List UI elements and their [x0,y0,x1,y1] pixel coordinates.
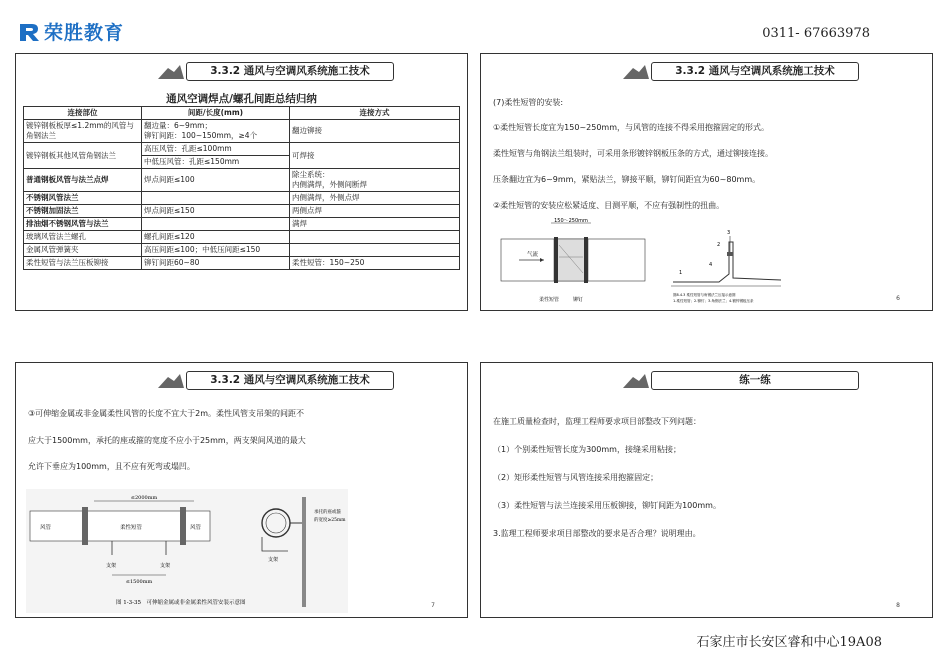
flexible-duct-label: 柔性短管 [539,297,560,303]
cell-spacing [142,192,290,205]
slide-title-bar [16,62,467,84]
cell-method: 满焊 [290,218,460,231]
address: 石家庄市长安区睿和中心19A08 [696,635,882,650]
table-title: 通风空调焊点/螺孔间距总结归纳 [166,93,317,105]
dimension-top: ≤2000mm [130,495,158,501]
figure-caption: 图 1-3-35 可伸缩金属或非金属柔性风管安装示意图 [116,600,246,606]
slide-title: 3.3.2 通风与空调风系统施工技术 [186,371,394,390]
cell-spacing: 中低压风管：孔距≤150mm [142,156,290,169]
table-row [24,218,460,231]
cell-method: 两侧点焊 [290,205,460,218]
text-line: 柔性短管与角钢法兰组装时，可采用条形镀锌钢板压条的方式，通过铆接连接。 [493,149,773,158]
table-row [24,169,460,192]
figure-caption: 图8.4.3 柔性短管与角钢法兰压接示意图 [673,293,736,297]
cell-spacing: 焊点间距≤150 [142,205,290,218]
slide-title: 3.3.2 通风与空调风系统施工技术 [651,62,859,81]
text-line: 压条翻边宜为6~9mm，紧贴法兰，铆接平顺，铆钉间距宜为60~80mm。 [493,175,761,184]
dimension-label: 150～250mm [554,218,588,224]
phone-number: 0311- 67663978 [762,26,870,41]
text-line: 允许下垂应为100mm，且不应有死弯或塌凹。 [28,462,195,471]
column-header: 连接方式 [290,107,460,120]
slide-title: 练一练 [651,371,859,390]
text-line: 3.监理工程师要求项目部整改的要求是否合理？说明理由。 [493,529,701,538]
text-line: 在施工质量检查时，监理工程师要求项目部整改下列问题： [493,417,701,426]
cell-part: 不锈钢风管法兰 [24,192,142,205]
text-line: 应大于1500mm，承托的座或箍的宽度不应小于25mm，两支架间风道的最大 [28,436,306,445]
table-row [24,205,460,218]
cell-method: 内侧满焊，外侧点焊 [290,192,460,205]
flange-rivet-figure [669,222,787,304]
table-row [24,143,460,156]
slide-3 [15,362,468,618]
logo-icon [18,21,40,43]
cell-spacing: 螺孔间距≤120 [142,231,290,244]
slide-2 [480,53,933,311]
cell-part: 镀锌钢板其他风管角钢法兰 [24,143,142,169]
cloud-icon [621,62,651,82]
cell-part: 金属风管弹簧夹 [24,244,142,257]
cloud-icon [156,62,186,82]
cell-spacing: 铆钉间距60~80 [142,257,290,270]
rivet-label: 铆钉 [573,297,584,303]
band-label: 承托的座或箍 [314,510,341,515]
cell-part: 不锈钢加固法兰 [24,205,142,218]
cell-method [290,244,460,257]
cell-part: 玻璃风管法兰螺孔 [24,231,142,244]
slide-title-bar [481,62,932,84]
svg-text:2: 2 [717,242,721,248]
text-line: ②柔性短管的安装应松紧适度、目测平顺，不应有强制性的扭曲。 [493,201,725,210]
svg-text:3: 3 [727,230,731,236]
svg-text:1: 1 [679,270,683,276]
airflow-label: 气流 [527,252,539,258]
cell-spacing: 翻边量：6~9mm； 铆钉间距：100~150mm，≥4个 [142,120,290,143]
flexible-duct-figure [499,217,647,307]
cell-spacing: 高压间距≤100；中低压间距≤150 [142,244,290,257]
cell-part: 普通钢板风管与法兰点焊 [24,169,142,192]
text-line: ①柔性短管长度宜为150~250mm，与风管的连接不得采用抱箍固定的形式。 [493,123,769,132]
cell-method: 可焊接 [290,143,460,169]
support-label: 支架 [106,563,117,569]
table-row [24,257,460,270]
cell-part: 镀锌钢板板厚≤1.2mm的风管与角钢法兰 [24,120,142,143]
support-label: 支架 [160,563,171,569]
flexible-duct-support-figure [26,489,348,613]
text-line: （2）矩形柔性短管与风管连接采用抱箍固定； [493,473,659,482]
column-header: 间距/长度(mm) [142,107,290,120]
cell-spacing: 高压风管：孔距≤100mm [142,143,290,156]
duct-label-left: 风管 [40,525,52,531]
text-line: (7)柔性短管的安装: [493,98,564,107]
column-header: 连接部位 [24,107,142,120]
slide-title-bar [16,371,467,393]
dimension-bottom: ≤1500mm [125,579,153,585]
table-row [24,244,460,257]
page-number: 7 [431,602,435,609]
cell-method: 柔性短管：150~250 [290,257,460,270]
support-label: 支架 [268,557,279,563]
table-row [24,231,460,244]
page-number: 6 [896,295,900,302]
page-number: 8 [896,602,900,609]
cloud-icon [156,371,186,391]
svg-text:4: 4 [709,262,713,268]
slide-1 [15,53,468,311]
slide-4 [480,362,933,618]
cloud-icon [621,371,651,391]
text-line: ③可伸缩金属或非金属柔性风管的长度不宜大于2m。柔性风管支吊架的间距不 [28,409,305,418]
slide-title-bar [481,371,932,393]
spacing-table [23,106,460,270]
table-row [24,120,460,143]
cell-part: 柔性短管与法兰压板铆接 [24,257,142,270]
duct-label-right: 风管 [190,525,202,531]
cell-method [290,231,460,244]
figure-legend: 1-柔性短管；2-铆钉；3-角钢法兰；4-镀锌钢板压条 [673,299,754,303]
text-line: （1）个别柔性短管长度为300mm，接缝采用粘接； [493,445,681,454]
cell-method: 除尘系统： 内侧满焊，外侧间断焊 [290,169,460,192]
cell-part: 排油烟不锈钢风管与法兰 [24,218,142,231]
cell-spacing: 焊点间距≤100 [142,169,290,192]
flexible-duct-label: 柔性短管 [120,525,143,531]
text-line: （3）柔性短管与法兰连接采用压板铆接，铆钉间距为100mm。 [493,501,721,510]
logo [18,18,124,45]
slide-title: 3.3.2 通风与空调风系统施工技术 [186,62,394,81]
cell-method: 翻边铆接 [290,120,460,143]
table-row [24,192,460,205]
logo-text: 荣胜教育 [44,22,125,44]
cell-spacing [142,218,290,231]
band-width-label: 的宽度≥25mm [314,518,346,523]
